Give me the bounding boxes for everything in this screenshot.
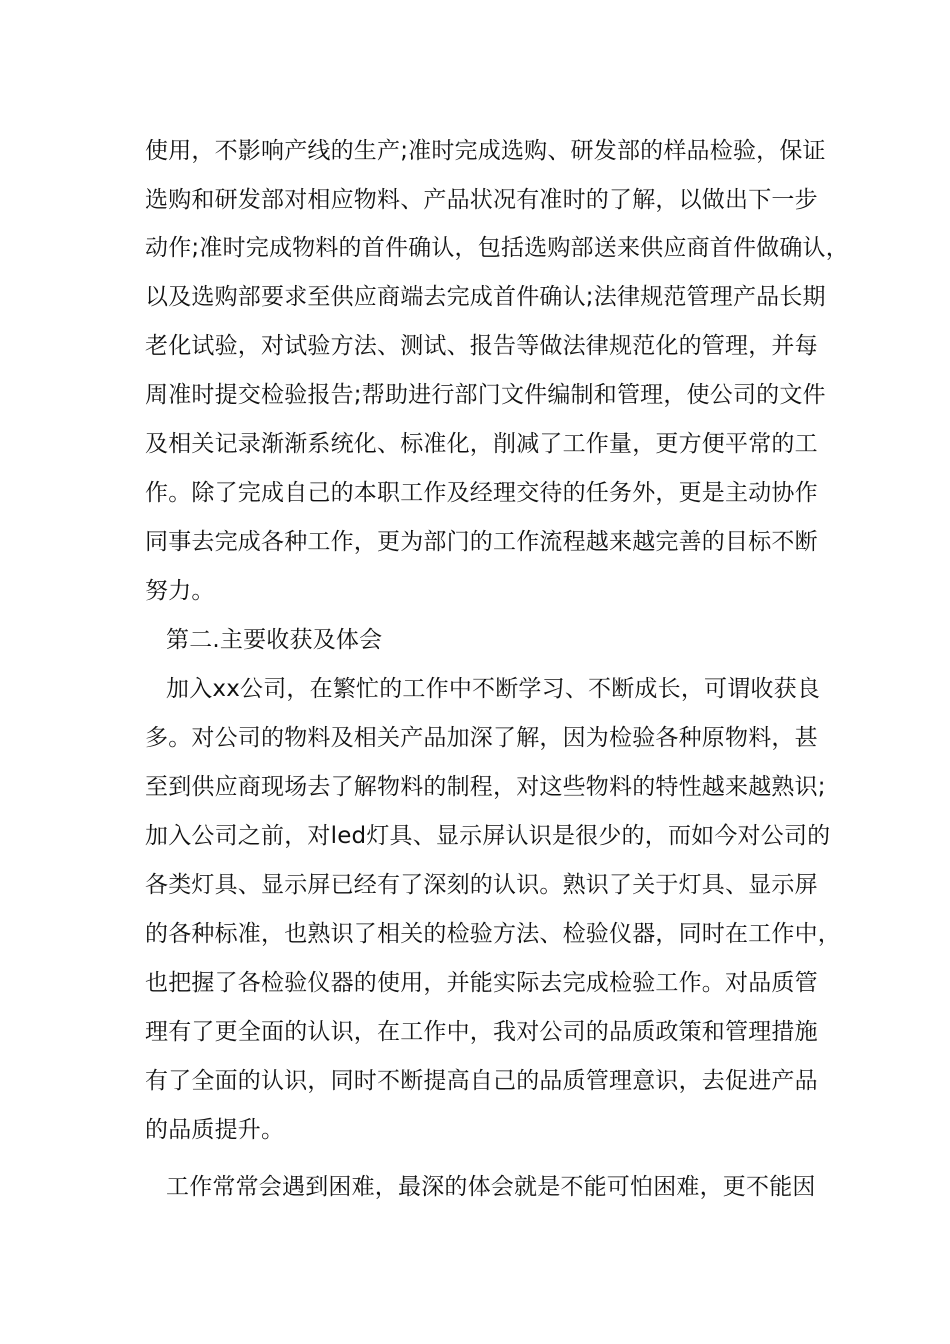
body-text-line: 加入xx公司，在繁忙的工作中不断学习、不断成长，可谓收获良 [166,676,821,702]
body-text-line: 以及选购部要求至供应商端去完成首件确认;法律规范管理产品长期 [145,284,826,310]
body-text-line: 工作常常会遇到困难，最深的体会就是不能可怕困难，更不能因 [166,1174,816,1200]
body-text-line: 作。除了完成自己的本职工作及经理交待的任务外，更是主动协作 [145,480,818,506]
body-text-line: 也把握了各检验仪器的使用，并能实际去完成检验工作。对品质管 [145,970,818,996]
body-text-line: 加入公司之前，对led灯具、显示屏认识是很少的，而如今对公司的 [145,823,831,849]
body-text-line: 周准时提交检验报告;帮助进行部门文件编制和管理，使公司的文件 [145,382,826,408]
body-text-line: 多。对公司的物料及相关产品加深了解，因为检验各种原物料，甚 [145,725,818,751]
body-text-line: 各类灯具、显示屏已经有了深刻的认识。熟识了关于灯具、显示屏 [145,872,818,898]
body-text-line: 同事去完成各种工作，更为部门的工作流程越来越完善的目标不断 [145,529,818,555]
body-text-line: 动作;准时完成物料的首件确认，包括选购部送来供应商首件做确认， [145,235,849,261]
body-text-line: 及相关记录渐渐系统化、标准化，削减了工作量，更方便平常的工 [145,431,818,457]
section-heading: 第二.主要收获及体会 [166,627,383,653]
body-text-line: 努力。 [145,578,215,604]
body-text-line: 老化试验，对试验方法、测试、报告等做法律规范化的管理，并每 [145,333,818,359]
body-text-line: 理有了更全面的认识，在工作中，我对公司的品质政策和管理措施 [145,1019,818,1045]
body-text-line: 至到供应商现场去了解物料的制程，对这些物料的特性越来越熟识; [145,774,826,800]
body-text-line: 使用，不影响产线的生产;准时完成选购、研发部的样品检验，保证 [145,138,826,164]
body-text-line: 的品质提升。 [145,1117,285,1143]
body-text-line: 有了全面的认识，同时不断提高自己的品质管理意识，去促进产品 [145,1068,818,1094]
body-text-line: 选购和研发部对相应物料、产品状况有准时的了解，以做出下一步 [145,187,818,213]
body-text-line: 的各种标准，也熟识了相关的检验方法、检验仪器，同时在工作中， [145,921,841,947]
